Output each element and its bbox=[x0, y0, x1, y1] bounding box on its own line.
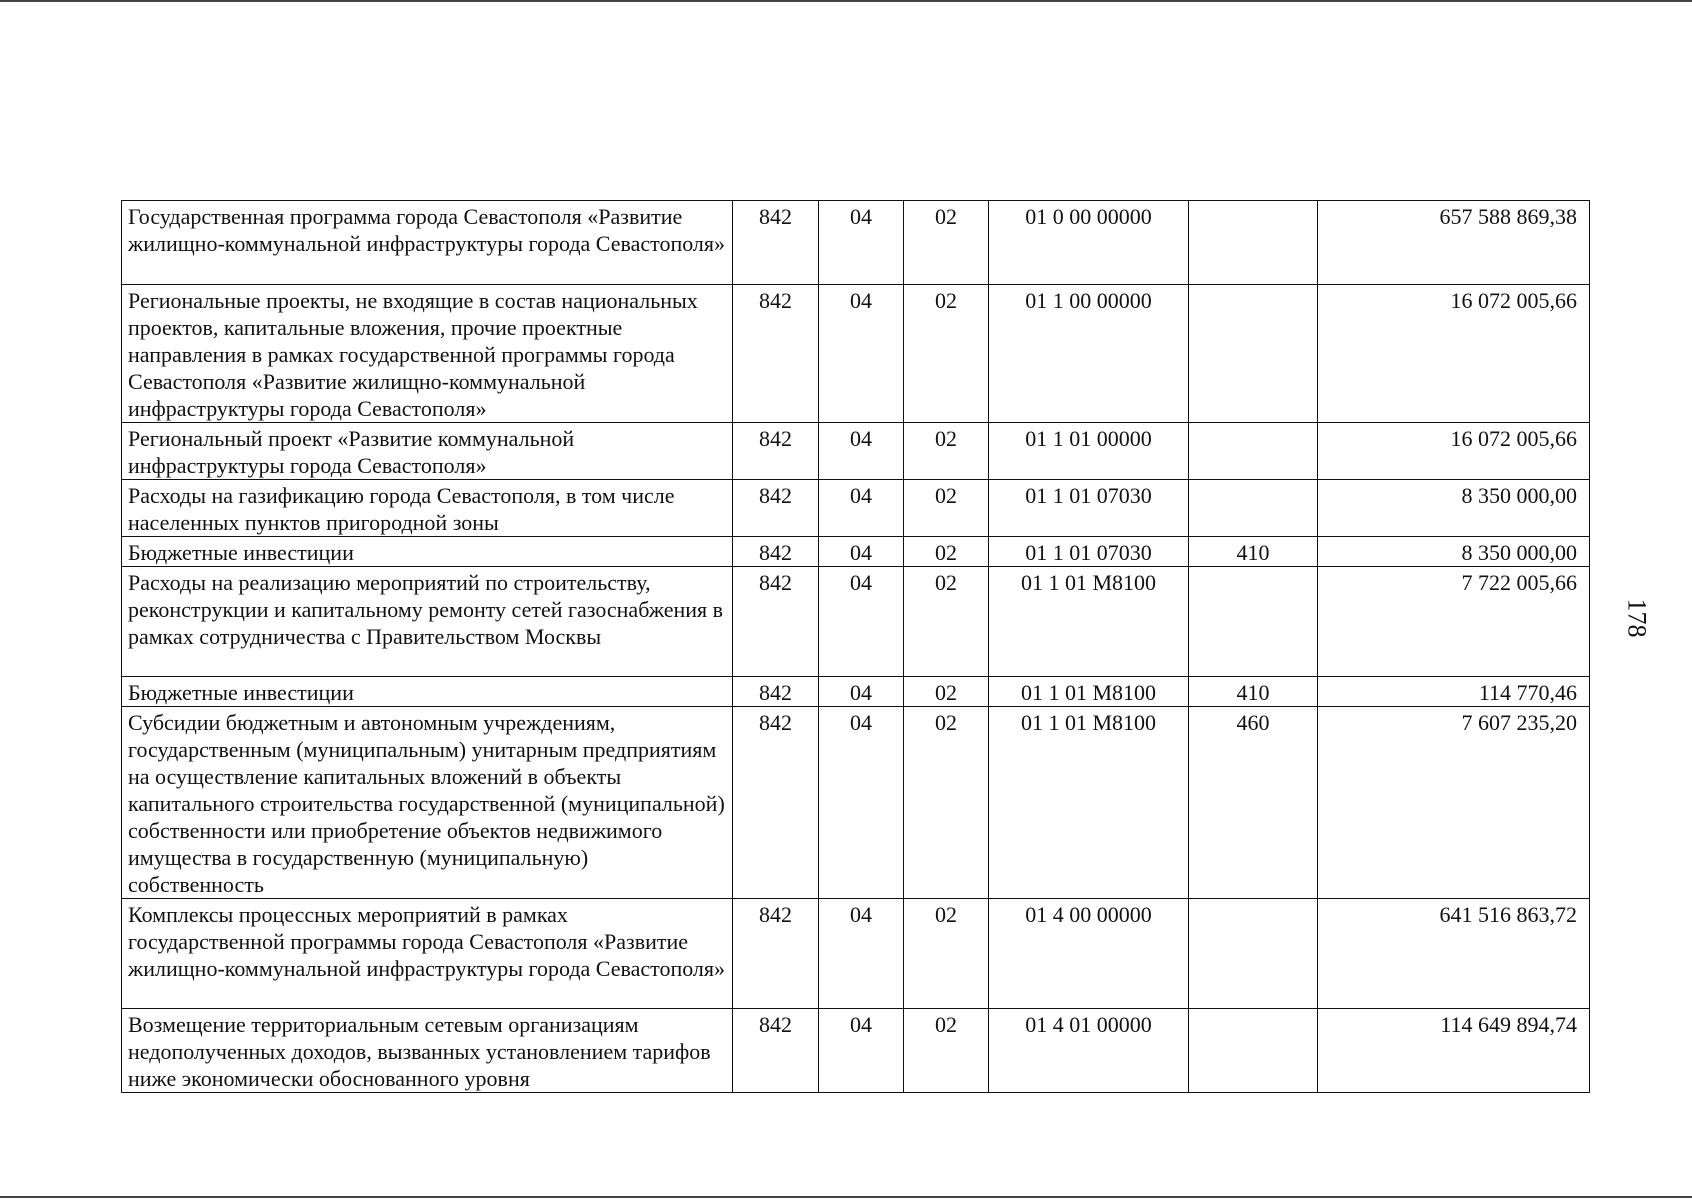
row-rz: 04 bbox=[819, 285, 904, 423]
row-vr bbox=[1189, 285, 1318, 423]
row-csr: 01 4 01 00000 bbox=[989, 1009, 1189, 1093]
row-vr: 410 bbox=[1189, 677, 1318, 707]
row-rz: 04 bbox=[819, 1009, 904, 1093]
row-amount: 657 588 869,38 bbox=[1318, 201, 1590, 285]
table-row bbox=[122, 567, 1590, 677]
row-csr: 01 1 01 М8100 bbox=[989, 707, 1189, 899]
row-pr: 02 bbox=[904, 567, 989, 677]
row-vr bbox=[1189, 423, 1318, 480]
row-amount: 8 350 000,00 bbox=[1318, 480, 1590, 537]
row-gr: 842 bbox=[733, 423, 819, 480]
row-name: Бюджетные инвестиции bbox=[122, 677, 733, 707]
page-bottom-border bbox=[0, 1196, 1692, 1198]
row-csr: 01 1 01 М8100 bbox=[989, 567, 1189, 677]
row-vr bbox=[1189, 201, 1318, 285]
row-rz: 04 bbox=[819, 567, 904, 677]
row-gr: 842 bbox=[733, 899, 819, 1009]
row-gr: 842 bbox=[733, 567, 819, 677]
table-row bbox=[122, 1009, 1590, 1093]
row-rz: 04 bbox=[819, 677, 904, 707]
row-gr: 842 bbox=[733, 480, 819, 537]
row-amount: 7 722 005,66 bbox=[1318, 567, 1590, 677]
row-amount: 114 649 894,74 bbox=[1318, 1009, 1590, 1093]
row-csr: 01 1 01 М8100 bbox=[989, 677, 1189, 707]
row-name: Субсидии бюджетным и автономным учреждениям, государственным (муниципальным) унитарным предприятиям на осуществление капитальных вложений в объекты капитального строительства государственной (муниципальной) собственности или приобретение объектов недвижимого имущества в государственную (муниципальную) собственность bbox=[122, 707, 733, 899]
table-row bbox=[122, 480, 1590, 537]
table-row bbox=[122, 285, 1590, 423]
row-csr: 01 1 01 00000 bbox=[989, 423, 1189, 480]
row-gr: 842 bbox=[733, 677, 819, 707]
row-name: Расходы на газификацию города Севастополя, в том числе населенных пунктов пригородной зоны bbox=[122, 480, 733, 537]
row-pr: 02 bbox=[904, 707, 989, 899]
table-row bbox=[122, 707, 1590, 899]
row-amount: 8 350 000,00 bbox=[1318, 537, 1590, 567]
row-rz: 04 bbox=[819, 423, 904, 480]
row-vr: 460 bbox=[1189, 707, 1318, 899]
row-name: Региональные проекты, не входящие в состав национальных проектов, капитальные вложения, прочие проектные направления в рамках государственной программы города Севастополя «Развитие жилищно-коммунальной инфраструктуры города Севастополя» bbox=[122, 285, 733, 423]
row-pr: 02 bbox=[904, 899, 989, 1009]
row-pr: 02 bbox=[904, 201, 989, 285]
row-vr bbox=[1189, 899, 1318, 1009]
row-csr: 01 1 01 07030 bbox=[989, 537, 1189, 567]
page-top-border bbox=[0, 0, 1692, 2]
row-name: Расходы на реализацию мероприятий по строительству, реконструкции и капитальному ремонту сетей газоснабжения в рамках сотрудничества с Правительством Москвы bbox=[122, 567, 733, 677]
row-name: Бюджетные инвестиции bbox=[122, 537, 733, 567]
row-rz: 04 bbox=[819, 707, 904, 899]
row-vr bbox=[1189, 567, 1318, 677]
table-row bbox=[122, 677, 1590, 707]
row-name: Возмещение территориальным сетевым организациям недополученных доходов, вызванных установлением тарифов ниже экономически обоснованного уровня bbox=[122, 1009, 733, 1093]
row-pr: 02 bbox=[904, 423, 989, 480]
row-rz: 04 bbox=[819, 537, 904, 567]
page-number: 178 bbox=[1622, 598, 1652, 638]
row-csr: 01 1 00 00000 bbox=[989, 285, 1189, 423]
row-rz: 04 bbox=[819, 480, 904, 537]
row-rz: 04 bbox=[819, 899, 904, 1009]
row-csr: 01 1 01 07030 bbox=[989, 480, 1189, 537]
row-vr bbox=[1189, 1009, 1318, 1093]
row-pr: 02 bbox=[904, 1009, 989, 1093]
row-name: Государственная программа города Севастополя «Развитие жилищно-коммунальной инфраструктуры города Севастополя» bbox=[122, 201, 733, 285]
table-row bbox=[122, 201, 1590, 285]
row-amount: 16 072 005,66 bbox=[1318, 285, 1590, 423]
row-name: Комплексы процессных мероприятий в рамках государственной программы города Севастополя «Развитие жилищно-коммунальной инфраструктуры города Севастополя» bbox=[122, 899, 733, 1009]
row-pr: 02 bbox=[904, 285, 989, 423]
row-gr: 842 bbox=[733, 537, 819, 567]
budget-table-body bbox=[122, 201, 1590, 1093]
row-gr: 842 bbox=[733, 285, 819, 423]
row-amount: 7 607 235,20 bbox=[1318, 707, 1590, 899]
row-gr: 842 bbox=[733, 707, 819, 899]
row-vr bbox=[1189, 480, 1318, 537]
table-row bbox=[122, 423, 1590, 480]
table-row bbox=[122, 537, 1590, 567]
row-gr: 842 bbox=[733, 1009, 819, 1093]
row-name: Региональный проект «Развитие коммунальной инфраструктуры города Севастополя» bbox=[122, 423, 733, 480]
row-csr: 01 0 00 00000 bbox=[989, 201, 1189, 285]
table-row bbox=[122, 899, 1590, 1009]
row-amount: 641 516 863,72 bbox=[1318, 899, 1590, 1009]
row-vr: 410 bbox=[1189, 537, 1318, 567]
row-amount: 16 072 005,66 bbox=[1318, 423, 1590, 480]
row-csr: 01 4 00 00000 bbox=[989, 899, 1189, 1009]
row-pr: 02 bbox=[904, 537, 989, 567]
row-pr: 02 bbox=[904, 480, 989, 537]
row-gr: 842 bbox=[733, 201, 819, 285]
row-pr: 02 bbox=[904, 677, 989, 707]
row-amount: 114 770,46 bbox=[1318, 677, 1590, 707]
budget-table bbox=[121, 200, 1590, 1093]
row-rz: 04 bbox=[819, 201, 904, 285]
